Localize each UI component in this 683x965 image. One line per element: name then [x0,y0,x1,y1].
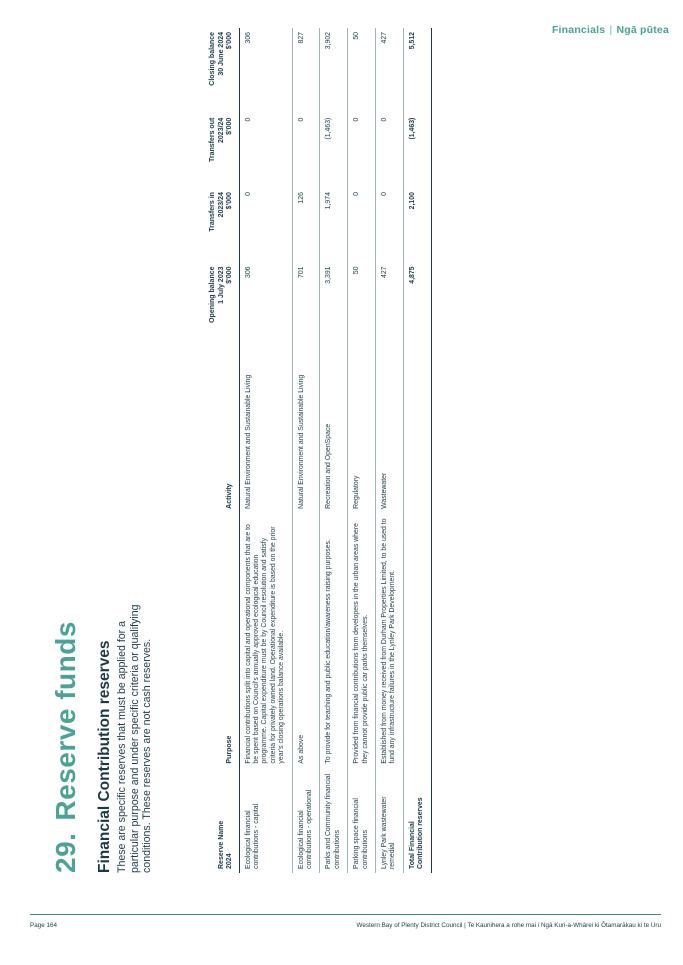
header-text: $'000 [226,32,233,50]
reserve-purpose: Provided from financial contributions from developers in the urban areas where they cannot provide public car parks themselves. [348,513,376,768]
table-row [239,28,292,873]
table-row [348,28,376,873]
total-label-text: Contribution reserves [417,797,425,869]
opening-balance: 306 [239,262,292,359]
page-content [50,23,425,873]
empty-cell [403,360,431,513]
header-text: $'000 [226,117,233,135]
header-text: 30 June 2024 [217,32,225,76]
header-text: $'000 [226,266,233,284]
reserve-name: Ecological financial contributions - capital [239,768,292,873]
opening-balance: 701 [292,262,320,359]
reserve-activity: Natural Environment and Sustainable Living [292,360,320,513]
header-text: Closing balance [209,32,216,86]
header-activity: Activity [206,360,239,513]
transfers-in: 0 [239,188,292,262]
reserve-name: Parks and Community financial contributions [320,768,348,873]
subsection-intro: These are specific reserves that must be applied for a particular purpose and under specific criteria or qualifying conditions. These reserves are not cash reserves. [116,604,153,873]
table-header-row [206,28,239,873]
total-closing-balance: 5,512 [403,28,431,114]
reserve-purpose: To provide for teaching and public education/awareness raising purposes. [320,513,348,768]
reserve-name: Parking space financial contributions [348,768,376,873]
closing-balance: 827 [292,28,320,114]
header-text: 2023/24 [217,117,225,143]
transfers-in: 1,974 [320,188,348,262]
total-transfers-in: 2,100 [403,188,431,262]
header-text: Transfers out [209,117,216,163]
reserve-name: Ecological financial contributions - operational [292,768,320,873]
subsection-title: Financial Contribution reserves [96,640,113,873]
opening-balance: 50 [348,262,376,359]
total-row [403,28,431,873]
transfers-in: 126 [292,188,320,262]
transfers-out: 0 [375,114,403,188]
header-text: Opening balance [209,266,216,323]
header-opening-balance [206,262,239,359]
reserve-activity: Natural Environment and Sustainable Living [239,360,292,513]
reserve-purpose: Financial contributions split into capital and operational components that are to be spent based on Council's annually approved ecological education programme. Capital expenditure must be by Council resolution and satisfy criteria for privately owned land. Operational expenditure is based on the prior year's closing operations balance available. [239,513,292,768]
section-label: Financials [551,24,606,36]
reserve-activity: Regulatory [348,360,376,513]
closing-balance: 50 [348,28,376,114]
opening-balance: 3,391 [320,262,348,359]
header-transfers-in [206,188,239,262]
page-title [50,23,82,873]
table-row [375,28,403,873]
header-text: Transfers in [209,192,216,232]
footer-text: Western Bay of Plenty District Council | Te Kaunihera a rohe mai i Ngā Kuri-a-Whārei ki Ōtamarākau ki te Uru [356,922,661,929]
section-number: 29. [50,832,81,873]
separator: | [609,24,613,36]
page-number: Page 164 [30,922,57,929]
section-label-maori: Ngā pūtea [616,24,669,36]
reserve-name: Lynley Park wastewater remedial [375,768,403,873]
transfers-out: 0 [348,114,376,188]
closing-balance: 306 [239,28,292,114]
reserve-purpose: Established from money received from Durham Properties Limited, to be used to fund any infrastructure failures in the Lynley Park Development. [375,513,403,768]
table-row [292,28,320,873]
transfers-out: 0 [292,114,320,188]
closing-balance: 3,902 [320,28,348,114]
header-reserve-name [206,768,239,873]
closing-balance: 427 [375,28,403,114]
reserve-purpose: As above [292,513,320,768]
header-text: 2024 [226,853,233,869]
reserve-activity: Wastewater [375,360,403,513]
total-label-text: Total Financial [408,821,416,869]
header-text: Reserve Name [217,820,225,869]
header-text: 1 July 2023 [217,266,225,304]
transfers-in: 0 [375,188,403,262]
header-text: 2023/24 [217,192,225,218]
transfers-out: 0 [239,114,292,188]
transfers-in: 0 [348,188,376,262]
total-opening-balance: 4,875 [403,262,431,359]
header-transfers-out [206,114,239,188]
section-title-text: Reserve funds [50,621,81,821]
transfers-out: (1,463) [320,114,348,188]
page-footer [30,914,661,929]
total-transfers-out: (1,463) [403,114,431,188]
opening-balance: 427 [375,262,403,359]
header-purpose: Purpose [206,513,239,768]
total-label [403,768,431,873]
header-text: $'000 [226,192,233,210]
table-row [320,28,348,873]
empty-cell [403,513,431,768]
reserve-activity: Recreation and OpenSpace [320,360,348,513]
reserves-table [206,28,432,873]
header-closing-balance [206,28,239,114]
